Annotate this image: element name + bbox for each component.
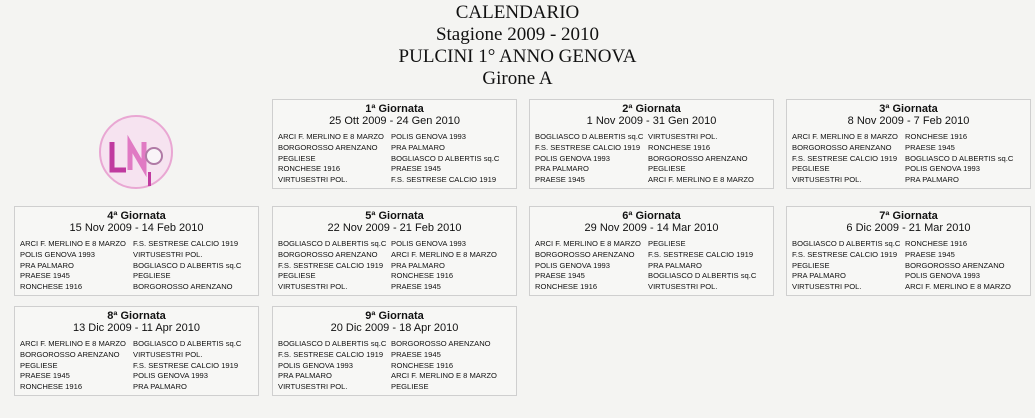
home-team: BOGLIASCO D ALBERTIS sq.C (535, 132, 644, 141)
away-team: POLIS GENOVA 1993 (391, 239, 466, 248)
match-row (273, 143, 516, 154)
match-row (787, 261, 1030, 272)
away-team: PEGLIESE (391, 382, 429, 392)
match-row (273, 175, 516, 186)
away-team: F.S. SESTRESE CALCIO 1919 (133, 239, 239, 248)
home-team: PRAESE 1945 (20, 271, 70, 281)
round-title: 4ª Giornata (107, 210, 166, 222)
round-title: 5ª Giornata (365, 210, 424, 222)
home-team: PRAESE 1945 (20, 371, 70, 381)
away-team: PRAESE 1945 (905, 249, 955, 259)
away-team: PRA PALMARO (133, 382, 187, 392)
match-row (530, 154, 773, 165)
home-team: F.S. SESTRESE CALCIO 1919 (792, 249, 898, 259)
match-row (273, 239, 516, 250)
home-team: BOGLIASCO D ALBERTIS sq.C (278, 339, 387, 348)
match-row (273, 164, 516, 175)
match-row (530, 271, 773, 282)
home-team: POLIS GENOVA 1993 (20, 249, 95, 259)
round-card-8 (14, 306, 259, 396)
match-row (530, 261, 773, 272)
home-team: RONCHESE 1916 (20, 282, 83, 292)
away-team: RONCHESE 1916 (391, 360, 454, 370)
home-team: VIRTUSESTRI POL. (792, 282, 862, 292)
round-title: 1ª Giornata (365, 103, 424, 115)
round-dates: 25 Ott 2009 - 24 Gen 2010 (329, 115, 460, 127)
away-team: VIRTUSESTRI POL. (648, 132, 718, 141)
header-category: PULCINI 1° ANNO GENOVA (398, 46, 637, 67)
away-team: RONCHESE 1916 (648, 142, 711, 152)
document-header (0, 2, 1035, 90)
away-team: VIRTUSESTRI POL. (133, 349, 203, 359)
away-team: PRA PALMARO (905, 175, 959, 185)
away-team: PEGLIESE (648, 239, 686, 248)
match-row (787, 164, 1030, 175)
match-row (273, 282, 516, 293)
home-team: RONCHESE 1916 (278, 164, 341, 174)
away-team: BOGLIASCO D ALBERTIS sq.C (648, 271, 757, 281)
round-dates: 29 Nov 2009 - 14 Mar 2010 (584, 222, 719, 234)
home-team: POLIS GENOVA 1993 (535, 260, 610, 270)
round-title: 3ª Giornata (879, 103, 938, 115)
round-card-5 (272, 206, 517, 296)
match-row (273, 361, 516, 372)
away-team: ARCI F. MERLINO E 8 MARZO (391, 371, 497, 381)
home-team: VIRTUSESTRI POL. (792, 175, 862, 185)
away-team: BORGOROSSO ARENZANO (391, 339, 491, 348)
round-dates: 6 Dic 2009 - 21 Mar 2010 (846, 222, 971, 234)
match-row (273, 382, 516, 393)
away-team: RONCHESE 1916 (905, 239, 968, 248)
home-team: ARCI F. MERLINO E 8 MARZO (535, 239, 641, 248)
away-team: ARCI F. MERLINO E 8 MARZO (648, 175, 754, 185)
home-team: ARCI F. MERLINO E 8 MARZO (20, 239, 126, 248)
match-row (15, 350, 258, 361)
match-row (15, 239, 258, 250)
away-team: BOGLIASCO D ALBERTIS sq.C (905, 153, 1014, 163)
home-team: ARCI F. MERLINO E 8 MARZO (792, 132, 898, 141)
away-team: BOGLIASCO D ALBERTIS sq.C (133, 260, 242, 270)
match-row (787, 143, 1030, 154)
round-card-9 (272, 306, 517, 396)
home-team: PEGLIESE (20, 360, 58, 370)
match-row (787, 271, 1030, 282)
match-list (15, 339, 258, 393)
home-team: BORGOROSSO ARENZANO (20, 349, 120, 359)
away-team: POLIS GENOVA 1993 (905, 164, 980, 174)
match-row (787, 132, 1030, 143)
round-card-1 (272, 99, 517, 189)
home-team: BORGOROSSO ARENZANO (792, 142, 892, 152)
away-team: PRAESE 1945 (905, 142, 955, 152)
away-team: PRA PALMARO (648, 260, 702, 270)
home-team: ARCI F. MERLINO E 8 MARZO (20, 339, 126, 348)
away-team: RONCHESE 1916 (391, 271, 454, 281)
match-list (15, 239, 258, 293)
home-team: PEGLIESE (792, 164, 830, 174)
header-group: Girone A (482, 68, 553, 89)
home-team: BORGOROSSO ARENZANO (278, 142, 378, 152)
match-row (787, 250, 1030, 261)
round-title: 7ª Giornata (879, 210, 938, 222)
match-list (273, 132, 516, 186)
match-row (787, 154, 1030, 165)
round-dates: 8 Nov 2009 - 7 Feb 2010 (847, 115, 970, 127)
match-row (273, 261, 516, 272)
match-list (787, 239, 1030, 293)
match-row (15, 271, 258, 282)
home-team: BOGLIASCO D ALBERTIS sq.C (792, 239, 901, 248)
match-row (15, 371, 258, 382)
match-list (787, 132, 1030, 186)
away-team: VIRTUSESTRI POL. (648, 282, 718, 292)
home-team: VIRTUSESTRI POL. (278, 382, 348, 392)
match-list (530, 132, 773, 186)
home-team: VIRTUSESTRI POL. (278, 282, 348, 292)
home-team: F.S. SESTRESE CALCIO 1919 (278, 349, 384, 359)
match-row (273, 350, 516, 361)
away-team: BORGOROSSO ARENZANO (133, 282, 233, 292)
match-row (15, 261, 258, 272)
away-team: POLIS GENOVA 1993 (391, 132, 466, 141)
home-team: BORGOROSSO ARENZANO (278, 249, 378, 259)
away-team: BOGLIASCO D ALBERTIS sq.C (391, 153, 500, 163)
home-team: RONCHESE 1916 (535, 282, 598, 292)
home-team: VIRTUSESTRI POL. (278, 175, 348, 185)
match-row (273, 250, 516, 261)
round-title: 8ª Giornata (107, 310, 166, 322)
away-team: VIRTUSESTRI POL. (133, 249, 203, 259)
away-team: POLIS GENOVA 1993 (905, 271, 980, 281)
home-team: PRA PALMARO (278, 371, 332, 381)
round-card-6 (529, 206, 774, 296)
match-row (273, 132, 516, 143)
home-team: BOGLIASCO D ALBERTIS sq.C (278, 239, 387, 248)
match-list (273, 239, 516, 293)
match-row (15, 361, 258, 372)
away-team: PRAESE 1945 (391, 282, 441, 292)
match-row (787, 175, 1030, 186)
away-team: BORGOROSSO ARENZANO (648, 153, 748, 163)
round-title: 9ª Giornata (365, 310, 424, 322)
home-team: PEGLIESE (278, 153, 316, 163)
header-season: Stagione 2009 - 2010 (435, 24, 600, 45)
match-row (273, 371, 516, 382)
round-card-3 (786, 99, 1031, 189)
match-row (530, 132, 773, 143)
away-team: BORGOROSSO ARENZANO (905, 260, 1005, 270)
match-row (15, 339, 258, 350)
match-row (530, 282, 773, 293)
match-row (530, 175, 773, 186)
round-title: 2ª Giornata (622, 103, 681, 115)
away-team: F.S. SESTRESE CALCIO 1919 (133, 360, 239, 370)
match-row (530, 164, 773, 175)
home-team: POLIS GENOVA 1993 (535, 153, 610, 163)
lnd-logo-icon (96, 112, 176, 192)
round-card-4 (14, 206, 259, 296)
match-row (273, 339, 516, 350)
home-team: POLIS GENOVA 1993 (278, 360, 353, 370)
home-team: PRAESE 1945 (535, 271, 585, 281)
home-team: F.S. SESTRESE CALCIO 1919 (278, 260, 384, 270)
round-dates: 22 Nov 2009 - 21 Feb 2010 (327, 222, 462, 234)
match-row (15, 382, 258, 393)
match-row (273, 271, 516, 282)
away-team: BOGLIASCO D ALBERTIS sq.C (133, 339, 242, 348)
round-dates: 1 Nov 2009 - 31 Gen 2010 (586, 115, 717, 127)
header-title: CALENDARIO (455, 2, 580, 23)
away-team: PRAESE 1945 (391, 164, 441, 174)
round-card-2 (529, 99, 774, 189)
away-team: PRA PALMARO (391, 260, 445, 270)
match-list (530, 239, 773, 293)
home-team: RONCHESE 1916 (20, 382, 83, 392)
round-title: 6ª Giornata (622, 210, 681, 222)
round-card-7 (786, 206, 1031, 296)
match-row (530, 143, 773, 154)
away-team: ARCI F. MERLINO E 8 MARZO (905, 282, 1011, 292)
match-list (273, 339, 516, 393)
match-row (273, 154, 516, 165)
home-team: PRAESE 1945 (535, 175, 585, 185)
away-team: PRA PALMARO (391, 142, 445, 152)
home-team: F.S. SESTRESE CALCIO 1919 (535, 142, 641, 152)
match-row (787, 282, 1030, 293)
round-dates: 13 Dic 2009 - 11 Apr 2010 (73, 322, 200, 334)
away-team: ARCI F. MERLINO E 8 MARZO (391, 249, 497, 259)
away-team: POLIS GENOVA 1993 (133, 371, 208, 381)
round-dates: 15 Nov 2009 - 14 Feb 2010 (69, 222, 204, 234)
round-dates: 20 Dic 2009 - 18 Apr 2010 (330, 322, 459, 334)
match-row (530, 250, 773, 261)
away-team: F.S. SESTRESE CALCIO 1919 (648, 249, 754, 259)
home-team: F.S. SESTRESE CALCIO 1919 (792, 153, 898, 163)
match-row (15, 250, 258, 261)
home-team: PEGLIESE (792, 260, 830, 270)
match-row (787, 239, 1030, 250)
match-row (15, 282, 258, 293)
home-team: PRA PALMARO (535, 164, 589, 174)
home-team: PEGLIESE (278, 271, 316, 281)
home-team: PRA PALMARO (20, 260, 74, 270)
away-team: F.S. SESTRESE CALCIO 1919 (391, 175, 497, 185)
away-team: PEGLIESE (648, 164, 686, 174)
match-row (530, 239, 773, 250)
home-team: BORGOROSSO ARENZANO (535, 249, 635, 259)
away-team: PEGLIESE (133, 271, 171, 281)
home-team: PRA PALMARO (792, 271, 846, 281)
away-team: RONCHESE 1916 (905, 132, 968, 141)
home-team: ARCI F. MERLINO E 8 MARZO (278, 132, 384, 141)
away-team: PRAESE 1945 (391, 349, 441, 359)
